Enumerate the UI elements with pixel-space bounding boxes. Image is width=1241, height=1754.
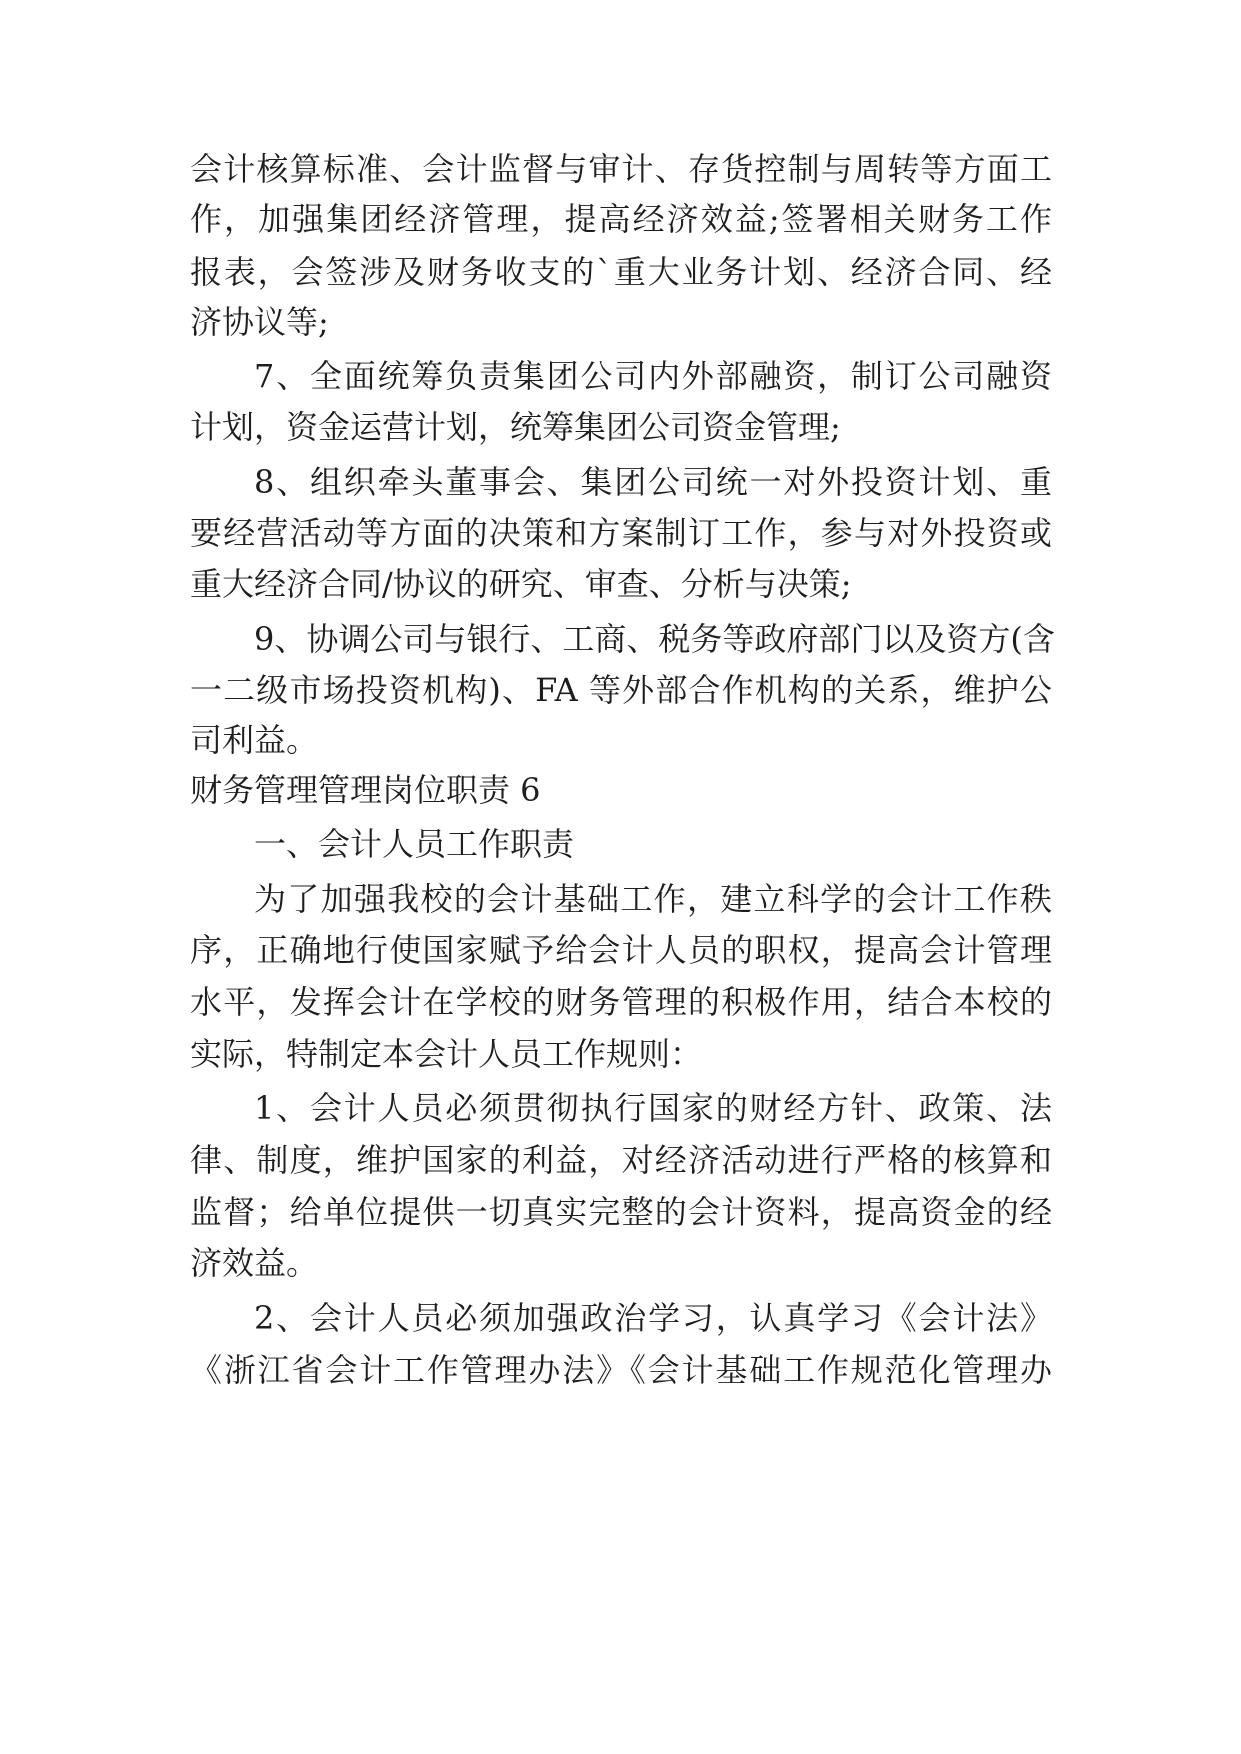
section-heading: 财务管理管理岗位职责 6 <box>190 771 541 809</box>
subheading-accounting-duties: 一、会计人员工作职责 <box>254 825 575 863</box>
item-9-line-1: 9、协调公司与银行、工商、税务等政府部门以及资方(含 <box>254 620 1055 658</box>
intro-line-1: 为了加强我校的会计基础工作，建立科学的会计工作秩 <box>254 880 1052 918</box>
text-line-4: 济协议等; <box>190 303 329 341</box>
item-8-line-1: 8、组织牵头董事会、集团公司统一对外投资计划、重 <box>254 463 1052 501</box>
rule-1-line-4: 济效益。 <box>190 1244 319 1282</box>
text-line-1: 会计核算标准、会计监督与审计、存货控制与周转等方面工 <box>190 150 1052 188</box>
item-8-line-2: 要经营活动等方面的决策和方案制订工作，参与对外投资或 <box>190 514 1052 552</box>
intro-line-4: 实际，特制定本会计人员工作规则： <box>190 1035 703 1073</box>
item-7-line-2: 计划，资金运营计划，统筹集团公司资金管理; <box>190 408 841 446</box>
rule-1-line-2: 律、制度，维护国家的利益，对经济活动进行严格的核算和 <box>190 1141 1052 1179</box>
item-9-line-3: 司利益。 <box>190 721 319 759</box>
text-line-2: 作，加强集团经济管理，提高经济效益;签署相关财务工作 <box>190 200 1052 238</box>
item-9-line-2: 一二级市场投资机构)、FA 等外部合作机构的关系，维护公 <box>190 671 1052 709</box>
intro-line-3: 水平，发挥会计在学校的财务管理的积极作用，结合本校的 <box>190 983 1052 1021</box>
rule-2-line-1: 2、会计人员必须加强政治学习，认真学习《会计法》 <box>254 1299 1052 1337</box>
rule-1-line-3: 监督；给单位提供一切真实完整的会计资料，提高资金的经 <box>190 1193 1052 1231</box>
rule-2-line-2: 《浙江省会计工作管理办法》《会计基础工作规范化管理办 <box>190 1351 1052 1389</box>
text-line-3: 报表，会签涉及财务收支的`重大业务计划、经济合同、经 <box>190 253 1052 291</box>
item-7-line-1: 7、全面统筹负责集团公司内外部融资，制订公司融资 <box>254 357 1052 395</box>
intro-line-2: 序，正确地行使国家赋予给会计人员的职权，提高会计管理 <box>190 931 1052 969</box>
item-8-line-3: 重大经济合同/协议的研究、审查、分析与决策; <box>190 565 852 603</box>
rule-1-line-1: 1、会计人员必须贯彻执行国家的财经方针、政策、法 <box>254 1089 1052 1127</box>
